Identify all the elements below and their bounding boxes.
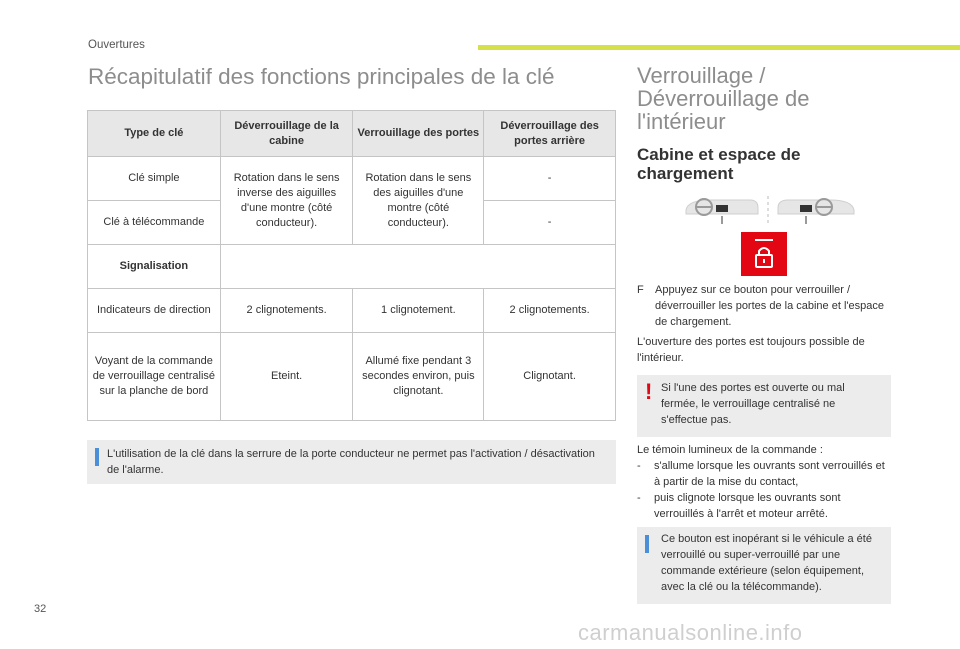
cell-signalisation-empty bbox=[220, 245, 615, 289]
header-door-lock: Verrouillage des portes bbox=[353, 111, 484, 157]
lamp-intro: Le témoin lumineux de la commande : bbox=[637, 444, 823, 456]
lamp-description bbox=[637, 442, 893, 522]
info-icon bbox=[645, 535, 649, 553]
section-label: Ouvertures bbox=[88, 39, 145, 51]
cell-lock-rotation: Rotation dans le sens des aiguilles d'une montre (côté conducteur). bbox=[353, 157, 484, 245]
passenger-steering-icon bbox=[778, 199, 854, 224]
red-lock-button-icon bbox=[741, 232, 787, 276]
lock-button-illustration bbox=[680, 192, 860, 280]
info-note-text: L'utilisation de la clé dans la serrure de la porte conducteur ne permet pas l'activation / désactivation de l'alarme. bbox=[107, 448, 595, 476]
table-header-row bbox=[88, 111, 616, 157]
table-row bbox=[88, 289, 616, 333]
warning-icon: ! bbox=[645, 379, 653, 404]
page-number: 32 bbox=[34, 603, 47, 615]
cell-central-rear: Clignotant. bbox=[484, 333, 616, 421]
section-title: Verrouillage / Déverrouillage de l'intérieur bbox=[637, 63, 810, 134]
header-key-type: Type de clé bbox=[88, 111, 221, 157]
table-row bbox=[88, 157, 616, 201]
cell-rear-remote: - bbox=[484, 201, 616, 245]
bullet-mark: F bbox=[637, 284, 644, 296]
list-item bbox=[637, 458, 893, 490]
list-dash: - bbox=[637, 460, 641, 472]
driver-steering-icon bbox=[686, 199, 758, 224]
info-note-box-2 bbox=[637, 527, 891, 604]
section-subtitle: Cabine et espace de chargement bbox=[637, 145, 801, 183]
info-icon bbox=[95, 448, 99, 466]
cell-indicators-unlock: 2 clignotements. bbox=[220, 289, 353, 333]
list-item-text: s'allume lorsque les ouvrants sont verrouillés et à partir de la mise du contact, bbox=[654, 460, 885, 488]
cell-indicators-rear: 2 clignotements. bbox=[484, 289, 616, 333]
cell-central-unlock: Eteint. bbox=[220, 333, 353, 421]
cell-unlock-rotation: Rotation dans le sens inverse des aiguilles d'une montre (côté conducteur). bbox=[220, 157, 353, 245]
table-row bbox=[88, 333, 616, 421]
list-item-text: puis clignote lorsque les ouvrants sont verrouillés à l'arrêt et moteur arrêté. bbox=[654, 492, 841, 520]
info-note-box bbox=[87, 440, 616, 484]
header-rear-unlock: Déverrouillage des portes arrière bbox=[484, 111, 616, 157]
header-cabin-unlock: Déverrouillage de la cabine bbox=[220, 111, 353, 157]
table-row bbox=[88, 245, 616, 289]
cell-indicators-lock: 1 clignotement. bbox=[353, 289, 484, 333]
row-label-indicators: Indicateurs de direction bbox=[88, 289, 221, 333]
watermark: carmanualsonline.info bbox=[578, 620, 803, 645]
info-note-text-2: Ce bouton est inopérant si le véhicule a été verrouillé ou super-verrouillé par une commande extérieure (selon équipement, avec la clé ou la télécommande). bbox=[661, 533, 872, 593]
paragraph-opening: L'ouverture des portes est toujours possible de l'intérieur. bbox=[637, 336, 865, 364]
row-label-remote-key: Clé à télécommande bbox=[88, 201, 221, 245]
row-label-central-light: Voyant de la commande de verrouillage centralisé sur la planche de bord bbox=[88, 333, 221, 421]
cell-rear-simple: - bbox=[484, 157, 616, 201]
row-label-simple-key: Clé simple bbox=[88, 157, 221, 201]
warning-box bbox=[637, 375, 891, 437]
warning-text: Si l'une des portes est ouverte ou mal fermée, le verrouillage centralisé ne s'effectue pas. bbox=[661, 382, 845, 426]
list-dash: - bbox=[637, 492, 641, 504]
cell-central-lock: Allumé fixe pendant 3 secondes environ, puis clignotant. bbox=[353, 333, 484, 421]
list-item bbox=[637, 490, 893, 522]
row-label-signalisation: Signalisation bbox=[88, 245, 221, 289]
section-accent-bar bbox=[478, 45, 960, 50]
page-title: Récapitulatif des fonctions principales de la clé bbox=[88, 64, 555, 89]
instruction-bullet bbox=[637, 282, 892, 330]
instruction-text: Appuyez sur ce bouton pour verrouiller / déverrouiller les portes de la cabine et l'espace de chargement. bbox=[655, 284, 884, 328]
key-functions-table bbox=[87, 110, 616, 421]
